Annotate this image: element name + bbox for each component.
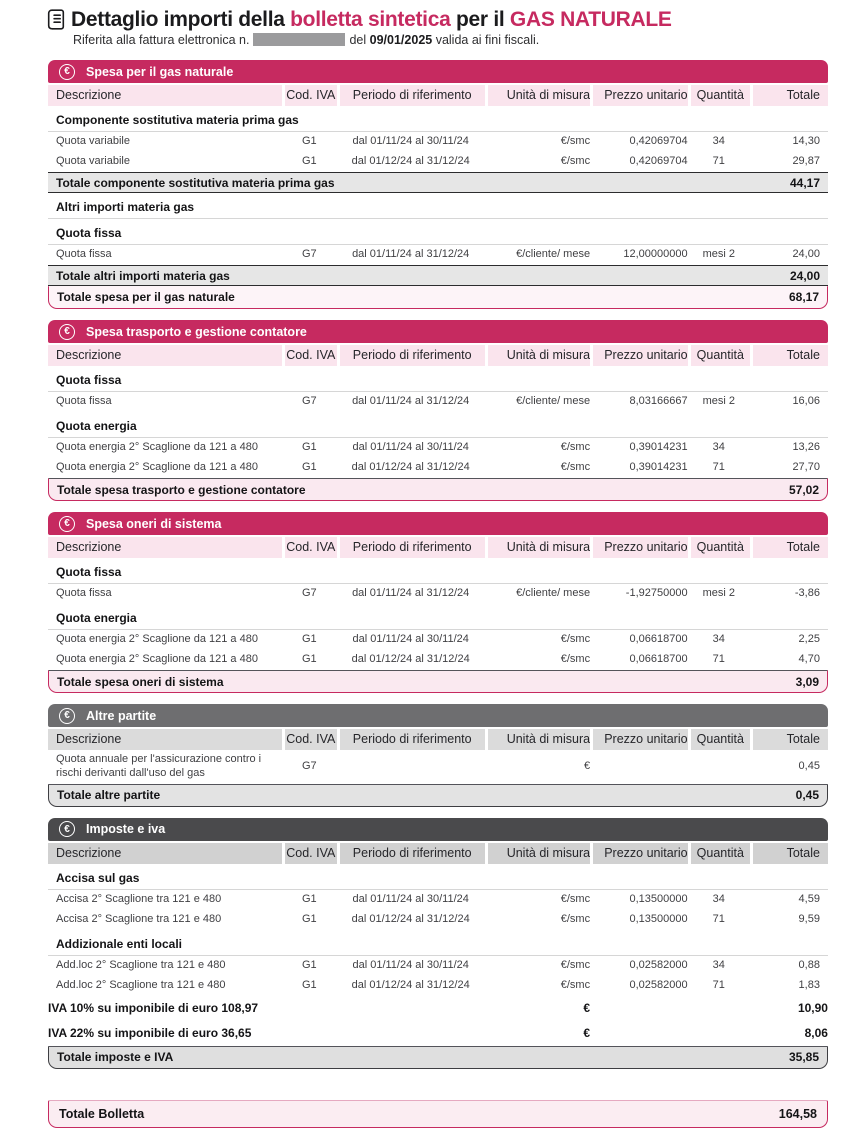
cell-unit: €/cliente/ mese: [516, 587, 591, 600]
column-header-iva: Cod. IVA: [282, 537, 337, 558]
section-card: [48, 818, 828, 1069]
section-total-value: 57,02: [788, 482, 819, 497]
cell-period: dal 01/11/24 al 31/12/24: [352, 248, 470, 261]
section-header-bar: [48, 704, 828, 727]
cell-qty: 34: [712, 633, 725, 646]
section-title: Spesa trasporto e gestione contatore: [86, 324, 307, 339]
column-header-total: Totale: [750, 729, 828, 750]
cell-period: dal 01/12/24 al 31/12/24: [351, 155, 470, 168]
invoice-reference: [73, 33, 828, 47]
section-total-value: 35,85: [788, 1050, 819, 1064]
column-header-qty: Quantità: [688, 537, 750, 558]
table-header-row: [48, 729, 828, 750]
cell-unit: €/smc: [560, 958, 591, 971]
section-header-bar: [48, 320, 828, 343]
cell-price: 0,02582000: [629, 958, 688, 971]
cell-desc: Quota energia 2° Scaglione da 121 a 480: [56, 441, 258, 454]
section-title: Spesa oneri di sistema: [86, 516, 222, 531]
cell-total: 2,25: [798, 633, 820, 646]
invoice-reference-mid: del: [349, 33, 367, 47]
cell-price: 0,06618700: [629, 633, 688, 646]
section-total-row: [48, 784, 828, 807]
cell-unit: €/smc: [560, 633, 591, 646]
cell-iva: G1: [301, 441, 317, 454]
section-header-bar: [48, 512, 828, 535]
table-row: [48, 438, 828, 458]
cell-qty: 71: [712, 978, 725, 991]
euro-circle-icon: €: [59, 64, 75, 80]
table-header-row: [48, 843, 828, 864]
cell-period: dal 01/11/24 al 30/11/24: [352, 958, 469, 971]
cell-iva: G1: [301, 978, 317, 991]
cell-unit: €/smc: [560, 461, 591, 474]
section-total-row: [48, 478, 828, 501]
column-header-unit: Unità di misura: [485, 729, 590, 750]
cell-total: 24,00: [792, 248, 820, 261]
cell-desc: Add.loc 2° Scaglione tra 121 e 480: [56, 958, 226, 971]
group-heading-row: Quota energia: [48, 604, 828, 630]
column-header-desc: Descrizione: [48, 345, 282, 366]
cell-unit: €/smc: [560, 892, 591, 905]
cell-unit: €: [583, 759, 591, 772]
column-header-desc: Descrizione: [48, 85, 282, 106]
section-total-label: Totale altre partite: [57, 788, 161, 802]
total-bill-row: [48, 1100, 828, 1128]
section-title: Spesa per il gas naturale: [86, 64, 234, 79]
cell-unit: €/smc: [560, 441, 591, 454]
table-row: [48, 750, 828, 784]
title-part-highlight: bolletta sintetica: [290, 7, 451, 31]
cell-iva: G1: [301, 461, 317, 474]
table-row: [48, 458, 828, 478]
cell-period: dal 01/12/24 al 31/12/24: [351, 653, 470, 666]
column-header-iva: Cod. IVA: [282, 729, 337, 750]
column-header-iva: Cod. IVA: [282, 345, 337, 366]
cell-qty: mesi 2: [702, 587, 735, 600]
sections-container: [48, 60, 828, 1069]
cell-price: 0,39014231: [629, 441, 688, 454]
cell-iva: G1: [301, 958, 317, 971]
cell-period: dal 01/12/24 al 31/12/24: [351, 978, 470, 991]
subtotal-row: [48, 265, 828, 286]
cell-iva: G7: [301, 759, 317, 772]
cell-qty: 71: [712, 653, 725, 666]
cell-total: 4,59: [798, 892, 820, 905]
cell-iva: G7: [301, 248, 317, 261]
column-header-qty: Quantità: [688, 729, 750, 750]
cell-price: 0,06618700: [629, 653, 688, 666]
cell-price: [590, 1003, 688, 1013]
group-heading-row: Addizionale enti locali: [48, 930, 828, 956]
column-header-total: Totale: [750, 537, 828, 558]
cell-unit: €/smc: [560, 978, 591, 991]
cell-total: 0,88: [798, 958, 820, 971]
table-row: [48, 392, 828, 412]
column-header-desc: Descrizione: [48, 537, 282, 558]
section-total-value: 0,45: [795, 788, 819, 802]
table-header-row: [48, 85, 828, 106]
redacted-invoice-number: [253, 33, 345, 46]
cell-qty: 71: [712, 461, 725, 474]
subtotal-value: 44,17: [789, 175, 820, 190]
subtotal-value: 24,00: [789, 268, 820, 283]
column-header-price: Prezzo unitario: [590, 85, 688, 106]
section-title: Altre partite: [86, 708, 157, 723]
cell-price: 0,13500000: [629, 892, 688, 905]
page-title: [71, 8, 672, 32]
cell-price: 0,42069704: [629, 155, 688, 168]
section-total-row: [48, 286, 828, 309]
cell-iva: [282, 1003, 337, 1013]
cell-qty: mesi 2: [702, 248, 735, 261]
section-card: [48, 512, 828, 693]
column-header-price: Prezzo unitario: [590, 843, 688, 864]
column-header-price: Prezzo unitario: [590, 537, 688, 558]
cell-total: 8,06: [804, 1025, 828, 1040]
cell-period: dal 01/11/24 al 30/11/24: [352, 892, 469, 905]
title-part: Dettaglio importi della: [71, 7, 291, 31]
cell-qty: 71: [712, 912, 725, 925]
group-heading-row: Altri importi materia gas: [48, 193, 828, 219]
cell-period: dal 01/11/24 al 30/11/24: [352, 441, 469, 454]
title-row: [46, 7, 828, 32]
cell-desc: Quota fissa: [56, 395, 112, 408]
column-header-unit: Unità di misura: [485, 85, 590, 106]
table-header-row: [48, 345, 828, 366]
euro-circle-icon: €: [59, 516, 75, 532]
cell-iva: G1: [301, 135, 317, 148]
cell-iva: G7: [301, 395, 317, 408]
section-total-label: Totale spesa oneri di sistema: [57, 674, 224, 689]
section-card: [48, 60, 828, 309]
cell-unit: €: [583, 1000, 591, 1015]
column-header-qty: Quantità: [688, 85, 750, 106]
cell-period: dal 01/11/24 al 30/11/24: [352, 135, 469, 148]
column-header-total: Totale: [750, 345, 828, 366]
cell-unit: €/cliente/ mese: [516, 248, 591, 261]
section-total-value: 3,09: [795, 674, 819, 689]
section-header-bar: [48, 60, 828, 83]
cell-desc: Quota variabile: [56, 135, 130, 148]
table-row: [48, 245, 828, 265]
cell-price: -1,92750000: [625, 587, 688, 600]
cell-qty: 34: [712, 958, 725, 971]
cell-iva: G7: [301, 587, 317, 600]
cell-price: [590, 1028, 688, 1038]
cell-qty: mesi 2: [702, 395, 735, 408]
invoice-reference-prefix: Riferita alla fattura elettronica n.: [73, 33, 250, 47]
cell-desc: Quota annuale per l'assicurazione contro i rischi derivanti dall'uso del gas: [56, 753, 262, 779]
document-icon: [46, 7, 66, 32]
column-header-period: Periodo di riferimento: [337, 843, 485, 864]
table-row: [48, 956, 828, 976]
cell-total: 13,26: [792, 441, 820, 454]
cell-total: 10,90: [797, 1000, 828, 1015]
table-row: [48, 152, 828, 172]
cell-unit: €/smc: [560, 155, 591, 168]
column-header-unit: Unità di misura: [485, 537, 590, 558]
group-heading-row: Quota energia: [48, 412, 828, 438]
euro-circle-icon: €: [59, 708, 75, 724]
cell-period: dal 01/11/24 al 31/12/24: [352, 587, 470, 600]
section-total-row: [48, 670, 828, 693]
cell-price: [590, 764, 688, 770]
table-row: [48, 976, 828, 996]
cell-total: 16,06: [792, 395, 820, 408]
cell-period: [337, 764, 485, 770]
cell-period: [337, 1028, 485, 1038]
section-header-bar: [48, 818, 828, 841]
column-header-iva: Cod. IVA: [282, 85, 337, 106]
table-row: [48, 996, 828, 1021]
cell-total: 29,87: [792, 155, 820, 168]
section-total-label: Totale spesa per il gas naturale: [57, 290, 235, 304]
section-total-value: 68,17: [788, 290, 819, 304]
column-header-total: Totale: [750, 843, 828, 864]
cell-desc: Quota energia 2° Scaglione da 121 a 480: [56, 633, 258, 646]
cell-unit: €/cliente/ mese: [516, 395, 591, 408]
subtotal-label: Totale componente sostitutiva materia prima gas: [56, 175, 335, 190]
cell-iva: G1: [301, 653, 317, 666]
table-row: [48, 630, 828, 650]
cell-qty: 71: [712, 155, 725, 168]
cell-unit: €: [583, 1025, 591, 1040]
cell-unit: €/smc: [560, 653, 591, 666]
cell-price: 0,39014231: [629, 461, 688, 474]
cell-desc: Accisa 2° Scaglione tra 121 e 480: [56, 912, 222, 925]
cell-qty: [688, 1003, 750, 1013]
section-total-row: [48, 1046, 828, 1069]
table-row: [48, 650, 828, 670]
cell-iva: G1: [301, 633, 317, 646]
cell-total: 0,45: [798, 759, 820, 772]
cell-total: 9,59: [798, 912, 820, 925]
cell-price: 8,03166667: [629, 395, 688, 408]
table-row: [48, 890, 828, 910]
cell-desc: Quota fissa: [56, 587, 112, 600]
cell-desc: IVA 10% su imponibile di euro 108,97: [48, 1000, 259, 1015]
cell-desc: Quota fissa: [56, 248, 112, 261]
cell-unit: €/smc: [560, 135, 591, 148]
group-heading-row: Componente sostitutiva materia prima gas: [48, 106, 828, 132]
cell-desc: Add.loc 2° Scaglione tra 121 e 480: [56, 978, 226, 991]
cell-period: dal 01/12/24 al 31/12/24: [351, 912, 470, 925]
column-header-period: Periodo di riferimento: [337, 345, 485, 366]
group-heading-row: Quota fissa: [48, 366, 828, 392]
table-row: [48, 584, 828, 604]
cell-total: 1,83: [798, 978, 820, 991]
column-header-period: Periodo di riferimento: [337, 85, 485, 106]
column-header-price: Prezzo unitario: [590, 345, 688, 366]
cell-period: dal 01/12/24 al 31/12/24: [351, 461, 470, 474]
title-part-highlight: GAS NATURALE: [509, 7, 672, 31]
cell-qty: 34: [712, 135, 725, 148]
cell-price: 12,00000000: [623, 248, 688, 261]
table-row: [48, 910, 828, 930]
euro-circle-icon: €: [59, 821, 75, 837]
cell-desc: Quota variabile: [56, 155, 130, 168]
cell-iva: G1: [301, 155, 317, 168]
euro-circle-icon: €: [59, 324, 75, 340]
cell-desc: Accisa 2° Scaglione tra 121 e 480: [56, 892, 222, 905]
subtotal-row: [48, 172, 828, 193]
subtotal-label: Totale altri importi materia gas: [56, 268, 230, 283]
cell-iva: G1: [301, 892, 317, 905]
table-row: [48, 132, 828, 152]
cell-iva: G1: [301, 912, 317, 925]
column-header-desc: Descrizione: [48, 843, 282, 864]
cell-total: -3,86: [794, 587, 820, 600]
column-header-period: Periodo di riferimento: [337, 729, 485, 750]
column-header-iva: Cod. IVA: [282, 843, 337, 864]
cell-price: 0,42069704: [629, 135, 688, 148]
total-bill-label: Totale Bolletta: [59, 1106, 145, 1121]
cell-total: 14,30: [792, 135, 820, 148]
title-part: per il: [450, 7, 510, 31]
column-header-qty: Quantità: [688, 345, 750, 366]
invoice-date: 09/01/2025: [369, 33, 433, 47]
section-card: [48, 320, 828, 501]
cell-qty: 34: [712, 892, 725, 905]
cell-total: 27,70: [792, 461, 820, 474]
column-header-desc: Descrizione: [48, 729, 282, 750]
cell-price: 0,02582000: [629, 978, 688, 991]
cell-iva: [282, 1028, 337, 1038]
cell-period: dal 01/11/24 al 31/12/24: [352, 395, 470, 408]
column-header-unit: Unità di misura: [485, 843, 590, 864]
cell-qty: [688, 764, 750, 770]
column-header-price: Prezzo unitario: [590, 729, 688, 750]
section-title: Imposte e iva: [86, 822, 166, 836]
cell-qty: [688, 1028, 750, 1038]
section-total-label: Totale spesa trasporto e gestione contatore: [57, 482, 306, 497]
invoice-reference-suffix: valida ai fini fiscali.: [435, 33, 540, 47]
cell-desc: IVA 22% su imponibile di euro 36,65: [48, 1025, 252, 1040]
group-heading-row: Accisa sul gas: [48, 864, 828, 890]
cell-price: 0,13500000: [629, 912, 688, 925]
table-header-row: [48, 537, 828, 558]
total-bill-value: 164,58: [778, 1106, 817, 1121]
table-row: [48, 1021, 828, 1046]
column-header-period: Periodo di riferimento: [337, 537, 485, 558]
page-header: [0, 7, 845, 47]
section-total-label: Totale imposte e IVA: [57, 1050, 174, 1064]
cell-period: dal 01/11/24 al 30/11/24: [352, 633, 469, 646]
column-header-qty: Quantità: [688, 843, 750, 864]
cell-total: 4,70: [798, 653, 820, 666]
column-header-total: Totale: [750, 85, 828, 106]
cell-qty: 34: [712, 441, 725, 454]
section-card: [48, 704, 828, 807]
column-header-unit: Unità di misura: [485, 345, 590, 366]
cell-desc: Quota energia 2° Scaglione da 121 a 480: [56, 461, 258, 474]
cell-unit: €/smc: [560, 912, 591, 925]
group-heading-row: Quota fissa: [48, 219, 828, 245]
cell-period: [337, 1003, 485, 1013]
cell-desc: Quota energia 2° Scaglione da 121 a 480: [56, 653, 258, 666]
group-heading-row: Quota fissa: [48, 558, 828, 584]
